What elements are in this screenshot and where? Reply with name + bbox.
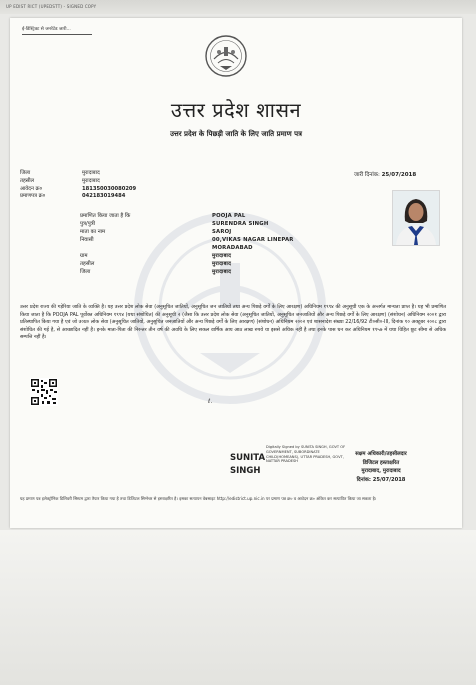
issue-date — [354, 170, 416, 178]
detail-row — [80, 228, 294, 236]
detail-value: SURENDRA SINGH — [212, 221, 269, 227]
certificate-details — [80, 212, 294, 276]
scan-top-strip — [0, 0, 476, 14]
detail-row — [80, 220, 294, 228]
meta-row-district — [20, 170, 136, 178]
detail-row — [80, 268, 294, 276]
detail-value: मुरादाबाद — [212, 253, 232, 259]
detail-label: जिला — [80, 269, 91, 275]
detail-row — [80, 236, 294, 244]
detail-value: मुरादाबाद — [212, 269, 232, 275]
up-government-emblem-icon — [204, 34, 248, 78]
applicant-photo — [392, 190, 440, 246]
detail-row — [80, 252, 294, 260]
detail-value: MORADABAD — [212, 245, 253, 251]
detail-row — [80, 212, 294, 220]
meta-label: जिला — [20, 170, 31, 176]
detail-value: SAROJ — [212, 229, 232, 235]
detail-value: मुरादाबाद — [212, 261, 232, 267]
meta-label: प्रमाणपत्र क्र० — [20, 193, 46, 200]
issue-date-value: 25/07/2018 — [381, 172, 417, 178]
meta-value: मुरादाबाद — [82, 170, 100, 176]
detail-label: प्रमाणित किया जाता है कि — [80, 213, 131, 219]
meta-row-tehsil — [20, 178, 136, 186]
certificate-body-text: उत्तर प्रदेश राज्य की गड़ेरिया जाति के व्यक्ति है। यह उत्तर प्रदेश लोक सेवा (अनुसूचित जातियों, अनुसूचित जन जातियों तथा अन्य पिछड़े वर्गों के लिए आरक्षण) अधिनियम १९९४ की अनुसूची एक के अन्तर्गत मान्यता प्राप्त है। यह भी प्रमाणित किया जाता है कि POOJA PAL पूर्वोक्त अधिनियम १९९४ (यथा संशोधित) की अनुसूची २ (जैसा कि उत्तर प्रदेश लोक सेवा (अनुसूचित जातियों, अनुसूचित जनजातियों और अन्य पिछड़े वर्गों के लिए आरक्षण) (संशोधन) अधिनियम २००१ द्वारा प्रतिस्थापित किया गया है एवं जो उ०प्र० लोक सेवा (अनुसूचित जातियों, अनुसूचित जनजातियों और अन्य पिछड़े वर्गों के लिए आरक्षण) (संशोधन) अधिनियम २००२ एवं शासनादेश संख्या 22/16/92 टी०सी०-III, दिनांक १० अक्टूबर २००८ द्वारा संशोधित की गई है, से आच्छादित नहीं है। इनके माता-पिता की निरन्तर तीन वर्ष की अवधि के लिए सकल वार्षिक आय आठ लाख रुपये या इससे अधिक नहीं है तथा इनके पास धन कर अधिनियम १९५७ में यथा विहित छूट सीमा से अधिक सम्पत्ति नहीं है। — [20, 304, 446, 341]
detail-value: 00,VIKAS NAGAR LINEPAR — [212, 237, 294, 243]
meta-value: 181350030080209 — [82, 185, 137, 192]
detail-label: निवासी — [80, 237, 94, 243]
detail-value: POOJA PAL — [212, 213, 246, 219]
officer-location: मुरादाबाद, मुरादाबाद — [361, 468, 401, 474]
officer-designation: सक्षम अधिकारी/तहसीलदार — [355, 451, 407, 457]
signatory-name — [230, 452, 265, 478]
caste-certificate — [10, 18, 462, 528]
detail-label: तहसील — [80, 261, 95, 267]
meta-row-certificate-no — [20, 193, 136, 201]
detail-label: माता का नाम — [80, 229, 106, 235]
qr-code-icon — [30, 378, 58, 406]
detail-label: ग्राम — [80, 253, 88, 259]
certificate-meta — [20, 170, 136, 201]
meta-value: 042183019484 — [82, 193, 126, 200]
issue-date-label: जारी दिनांक: — [354, 172, 380, 178]
meta-row-application-no — [20, 186, 136, 194]
margin-mark: ℓ. — [208, 398, 213, 405]
top-note: ई-डिस्ट्रिक्ट से जनरेटेड जारी... — [22, 26, 92, 35]
signatory-first-name: SUNITA — [230, 453, 266, 463]
verification-footer-note: यह प्रमाण पत्र इलेक्ट्रॉनिक डिलिवरी सिस्टम द्वारा तैयार किया गया है तथा डिजिटल सिग्नेचर से हस्ताक्षरित है। इसका सत्यापन वेबसाइट http://edistrict.up.nic.in पर प्रमाण पत्र क्र० व आवेदन क्र० अंकित कर सत्यापित किया जा सकता है। — [20, 496, 377, 501]
detail-label — [80, 244, 212, 252]
scan-strip-text: UP EDIST RICT (UPEDSTT) - SIGNED COPY — [6, 4, 97, 9]
officer-sign-note: डिजिटल हस्ताक्षरित — [362, 459, 400, 466]
issuing-officer-block — [326, 450, 436, 484]
detail-row — [80, 260, 294, 268]
officer-date: दिनांक: 25/07/2018 — [356, 476, 406, 483]
applicant-portrait-icon — [393, 191, 439, 245]
signatory-last-name: SINGH — [230, 466, 261, 476]
digital-signature-note: Digitally Signed by SUNITA SINGH, GOVT OF GOVERNMENT, SUBORDINATE CHILD(HOMEANS), UTTAR PRADESH, GOVT, NATTAR PRADESH — [266, 445, 346, 464]
meta-label: तहसील — [20, 177, 35, 184]
meta-value: मुरादाबाद — [82, 177, 100, 184]
scanner-background — [0, 530, 476, 685]
detail-label: पुत्र/पुत्री — [80, 221, 96, 227]
page-title: उत्तर प्रदेश शासन — [170, 98, 302, 122]
detail-row — [80, 244, 294, 252]
certificate-subtitle: उत्तर प्रदेश के पिछड़ी जाति के लिए जाति प्रमाण पत्र — [170, 130, 302, 138]
meta-label: आवेदन क्र० — [20, 185, 43, 192]
